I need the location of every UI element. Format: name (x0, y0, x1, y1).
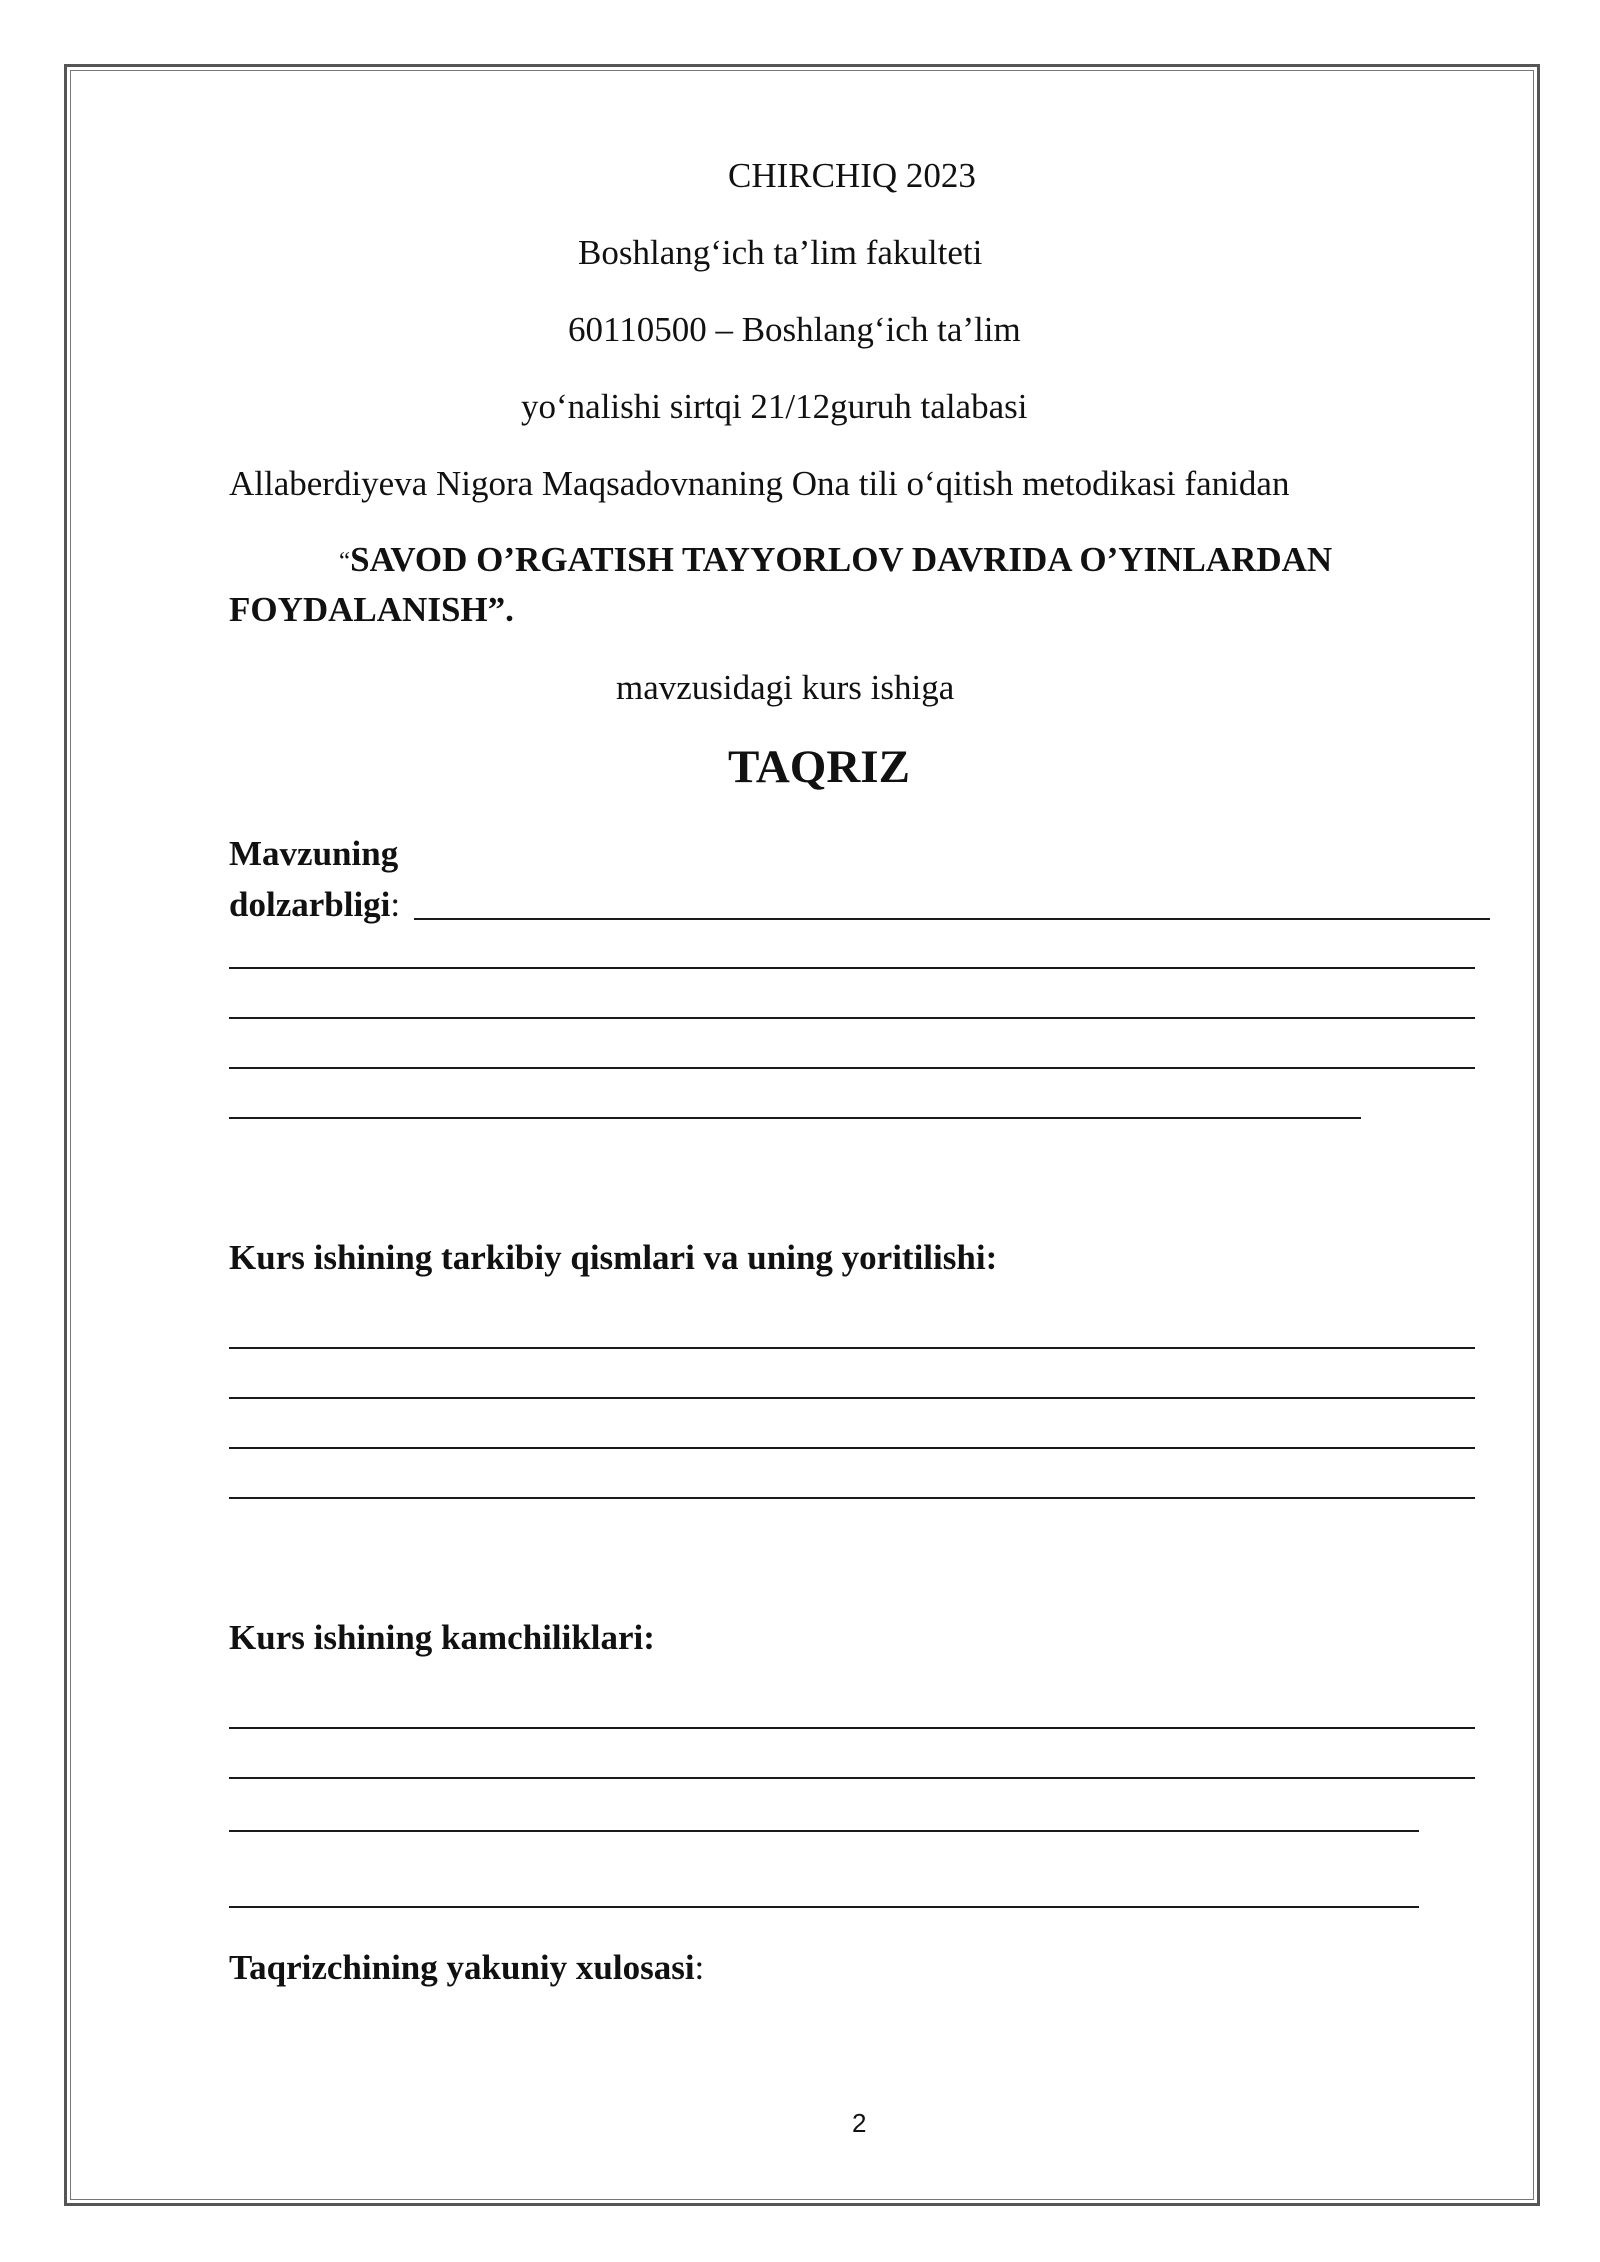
relevance-label-word: dolzarbligi (229, 885, 391, 924)
relevance-label-line-2 (229, 887, 400, 922)
shortcomings-answer-line (229, 1830, 1419, 1832)
relevance-answer-line (229, 967, 1475, 969)
relevance-colon: : (390, 885, 401, 924)
city-year: CHIRCHIQ 2023 (728, 156, 976, 195)
topic-line-1 (339, 542, 1332, 577)
structure-answer-line (229, 1347, 1475, 1349)
shortcomings-answer-line (229, 1777, 1475, 1779)
page-number: 2 (852, 2108, 867, 2138)
topic-suffix: mavzusidagi kurs ishiga (616, 668, 955, 707)
relevance-answer-line (229, 1017, 1475, 1019)
relevance-label-line-1: Mavzuning (229, 834, 399, 873)
document-title: TAQRIZ (728, 741, 910, 793)
structure-answer-line (229, 1397, 1475, 1399)
group-line: yo‘nalishi sirtqi 21/12guruh talabasi (521, 387, 1028, 426)
relevance-answer-line (414, 918, 1490, 920)
conclusion-colon: : (694, 1948, 705, 1987)
shortcomings-answer-line (229, 1906, 1419, 1908)
shortcomings-label: Kurs ishining kamchiliklari: (229, 1618, 655, 1657)
structure-answer-line (229, 1497, 1475, 1499)
faculty-line: Boshlang‘ich ta’lim fakulteti (578, 233, 983, 272)
program-line: 60110500 – Boshlang‘ich ta’lim (568, 310, 1021, 349)
structure-label: Kurs ishining tarkibiy qismlari va uning yoritilishi: (229, 1238, 998, 1277)
topic-title-part-1: SAVOD O’RGATISH TAYYORLOV DAVRIDA O’YINLARDAN (350, 540, 1333, 579)
student-line: Allaberdiyeva Nigora Maqsadovnaning Ona tili o‘qitish metodikasi fanidan (229, 464, 1290, 503)
topic-line-2: FOYDALANISH”. (229, 590, 514, 629)
shortcomings-answer-line (229, 1727, 1475, 1729)
relevance-answer-line (229, 1117, 1361, 1119)
structure-answer-line (229, 1447, 1475, 1449)
relevance-answer-line (229, 1067, 1475, 1069)
conclusion-label (229, 1950, 704, 1985)
topic-open-quote: “ (339, 548, 351, 575)
conclusion-label-text: Taqrizchining yakuniy xulosasi (229, 1948, 695, 1987)
